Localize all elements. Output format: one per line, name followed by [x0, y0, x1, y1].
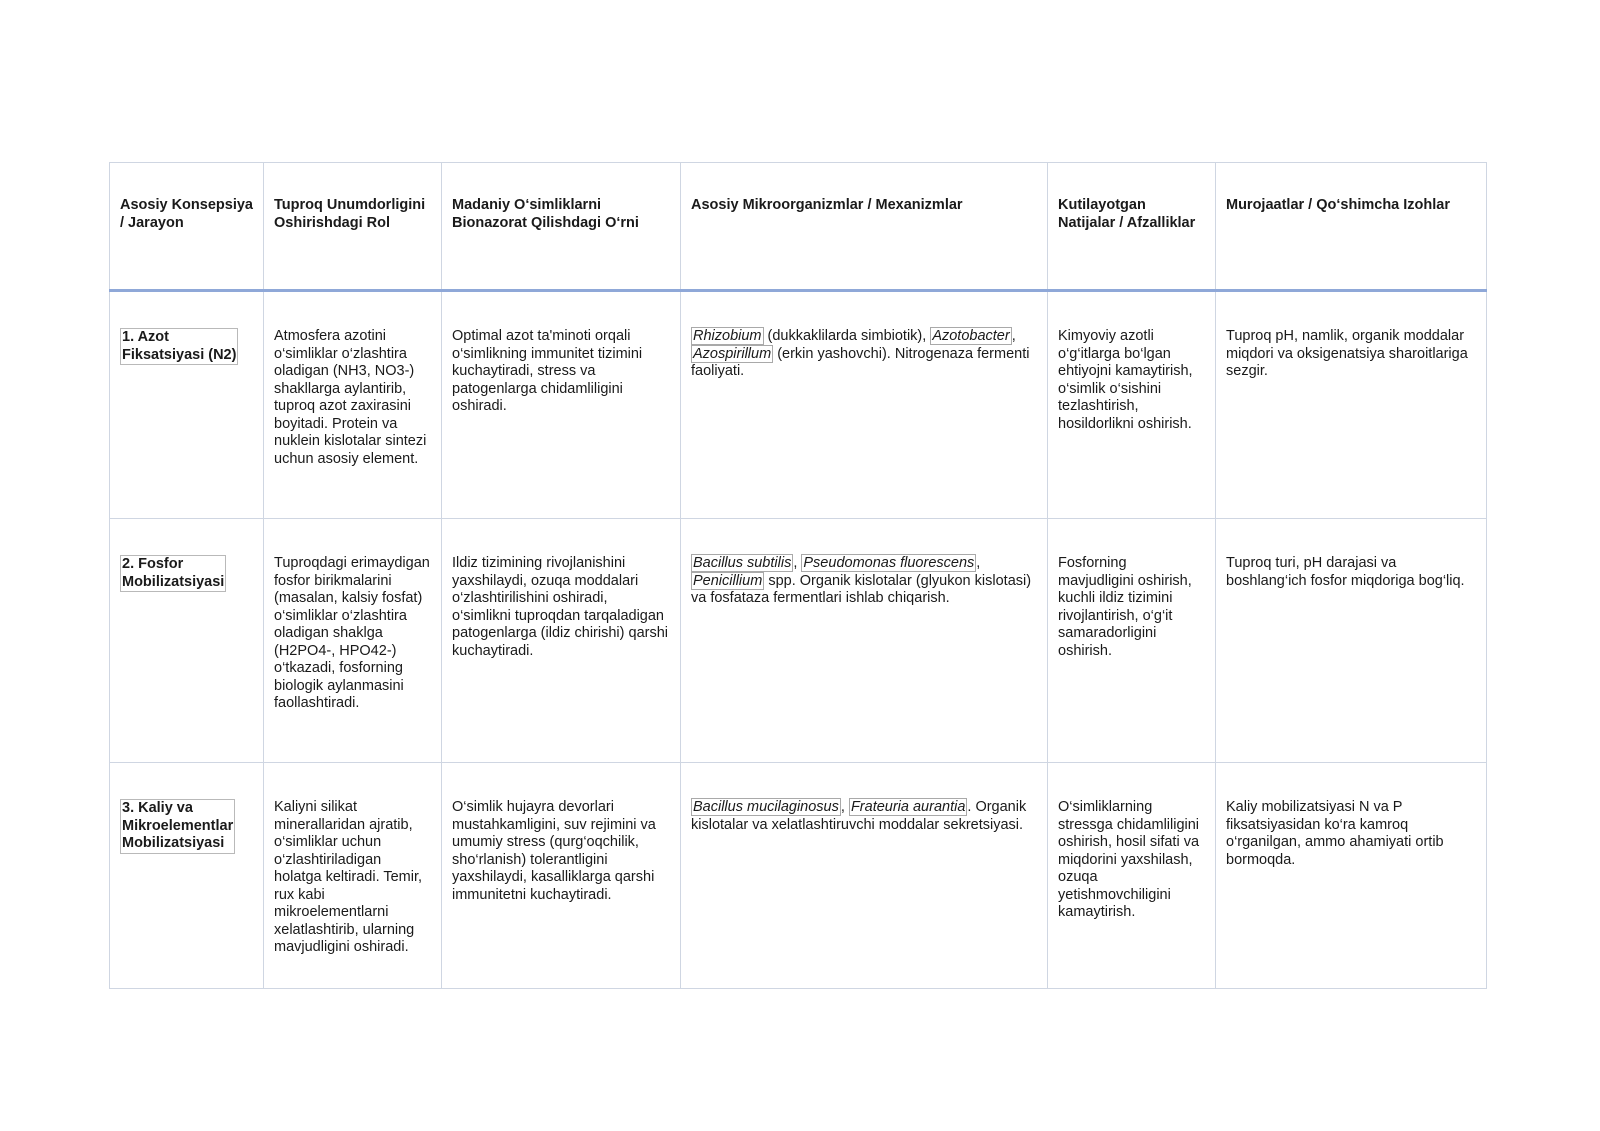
- microbes-text: . Organik kislotalar va xelatlashtiruvchi moddalar sekretsiyasi.: [691, 799, 1027, 833]
- microbes-text: ,: [1011, 328, 1016, 344]
- concept-line: Mobilizatsiyasi: [122, 835, 225, 851]
- biocontrol-cell: Optimal azot ta'minoti orqali o‘simlikning immunitet tizimini kuchaytiradi, stress va patogenlarga chidamliligini oshiradi.: [442, 291, 681, 519]
- biocontrol-cell: Ildiz tizimining rivojlanishini yaxshilaydi, ozuqa moddalari o‘zlashtirilishini oshiradi, o‘simlikni tuproqdan tarqaladigan patogenlarga (ildiz chirishi) qarshi kuchaytiradi.: [442, 519, 681, 763]
- comparison-table: [109, 162, 1487, 989]
- concept-cell: [110, 519, 264, 763]
- biocontrol-cell: O‘simlik hujayra devorlari mustahkamligini, suv rejimini va umumiy stress (qurg‘oqchilik, sho‘rlanish) tolerantligini yaxshilaydi, kasalliklarga qarshi immunitetni kuchaytiradi.: [442, 763, 681, 989]
- microbes-text: (dukkaklilarda simbiotik),: [763, 328, 931, 344]
- microbes-cell: [681, 519, 1048, 763]
- microbes-cell: [681, 763, 1048, 989]
- organism-name: Azospirillum: [693, 345, 772, 362]
- soil-role-cell: Tuproqdagi erimaydigan fosfor birikmalarini (masalan, kalsiy fosfat) o‘simliklar o‘zlashtira oladigan shaklga (H2PO4-, HPO42-) o‘tkazadi, fosforning biologik aylanmasini faollashtiradi.: [264, 519, 442, 763]
- concept-label: [120, 799, 235, 854]
- table-row: [110, 519, 1487, 763]
- header-soil-role: Tuproq Unumdorligini Oshirishdagi Rol: [264, 163, 442, 291]
- concept-label: [120, 555, 226, 592]
- organism-name: Azotobacter: [932, 328, 1010, 344]
- organism-name: Frateuria aurantia: [850, 799, 966, 815]
- notes-cell: Tuproq pH, namlik, organik moddalar miqdori va oksigenatsiya sharoitlariga sezgir.: [1216, 291, 1487, 519]
- header-biocontrol: Madaniy O‘simliklarni Bionazorat Qilishdagi O‘rni: [442, 163, 681, 291]
- results-cell: Fosforning mavjudligini oshirish, kuchli ildiz tizimini rivojlantirish, o‘g‘it samaradorligini oshirish.: [1048, 519, 1216, 763]
- concept-line: 1. Azot: [122, 329, 169, 345]
- header-results: Kutilayotgan Natijalar / Afzalliklar: [1048, 163, 1216, 291]
- concept-cell: [110, 291, 264, 519]
- soil-role-cell: Atmosfera azotini o‘simliklar o‘zlashtira oladigan (NH3, NO3-) shakllarga aylantirib, tuproq azot zaxirasini boyitadi. Protein va nuklein kislotalar sintezi uchun asosiy element.: [264, 291, 442, 519]
- organism-name: Rhizobium: [693, 328, 762, 344]
- organism-name: Bacillus subtilis: [693, 555, 792, 571]
- organism-name: Pseudomonas fluorescens: [803, 555, 975, 571]
- header-concept: Asosiy Konsepsiya / Jarayon: [110, 163, 264, 291]
- soil-role-cell: Kaliyni silikat minerallaridan ajratib, o‘simliklar uchun o‘zlashtiriladigan holatga keltiradi. Temir, rux kabi mikroelementlarni xelatlashtirib, ularning mavjudligini oshiradi.: [264, 763, 442, 989]
- organism-name: Penicillium: [693, 572, 763, 589]
- results-cell: O‘simliklarning stressga chidamliligini oshirish, hosil sifati va miqdorini yaxshilash, ozuqa yetishmovchiligini kamaytirish.: [1048, 763, 1216, 989]
- microbes-text: spp. Organik kislotalar (glyukon kislotasi) va fosfataza fermentlari ishlab chiqarish.: [691, 572, 1032, 606]
- concept-line: Fiksatsiyasi (N2): [122, 346, 237, 363]
- concept-cell: [110, 763, 264, 989]
- microbes-text: (erkin yashovchi). Nitrogenaza fermenti faoliyati.: [691, 345, 1030, 379]
- organism-name: Bacillus mucilaginosus: [693, 799, 839, 815]
- table-container: [109, 162, 1486, 989]
- concept-line: 2. Fosfor: [122, 556, 184, 572]
- microbes-text: ,: [840, 799, 849, 815]
- results-cell: Kimyoviy azotli o‘g‘itlarga bo‘lgan ehtiyojni kamaytirish, o‘simlik o‘sishini tezlashtirish, hosildorlikni oshirish.: [1048, 291, 1216, 519]
- microbes-text: ,: [793, 555, 802, 571]
- header-row: [110, 163, 1487, 291]
- table-row: [110, 763, 1487, 989]
- microbes-cell: [681, 291, 1048, 519]
- notes-cell: Kaliy mobilizatsiyasi N va P fiksatsiyasidan ko‘ra kamroq o‘rganilgan, ammo ahamiyati ortib bormoqda.: [1216, 763, 1487, 989]
- notes-cell: Tuproq turi, pH darajasi va boshlang‘ich fosfor miqdoriga bog‘liq.: [1216, 519, 1487, 763]
- table-row: [110, 291, 1487, 519]
- microbes-text: ,: [976, 555, 981, 571]
- concept-line: Mikroelementlar: [122, 817, 234, 834]
- concept-line: 3. Kaliy va: [122, 800, 193, 816]
- header-notes: Murojaatlar / Qo‘shimcha Izohlar: [1216, 163, 1487, 291]
- concept-line: Mobilizatsiyasi: [122, 573, 225, 590]
- header-microorganisms: Asosiy Mikroorganizmlar / Mexanizmlar: [681, 163, 1048, 291]
- concept-label: [120, 328, 238, 365]
